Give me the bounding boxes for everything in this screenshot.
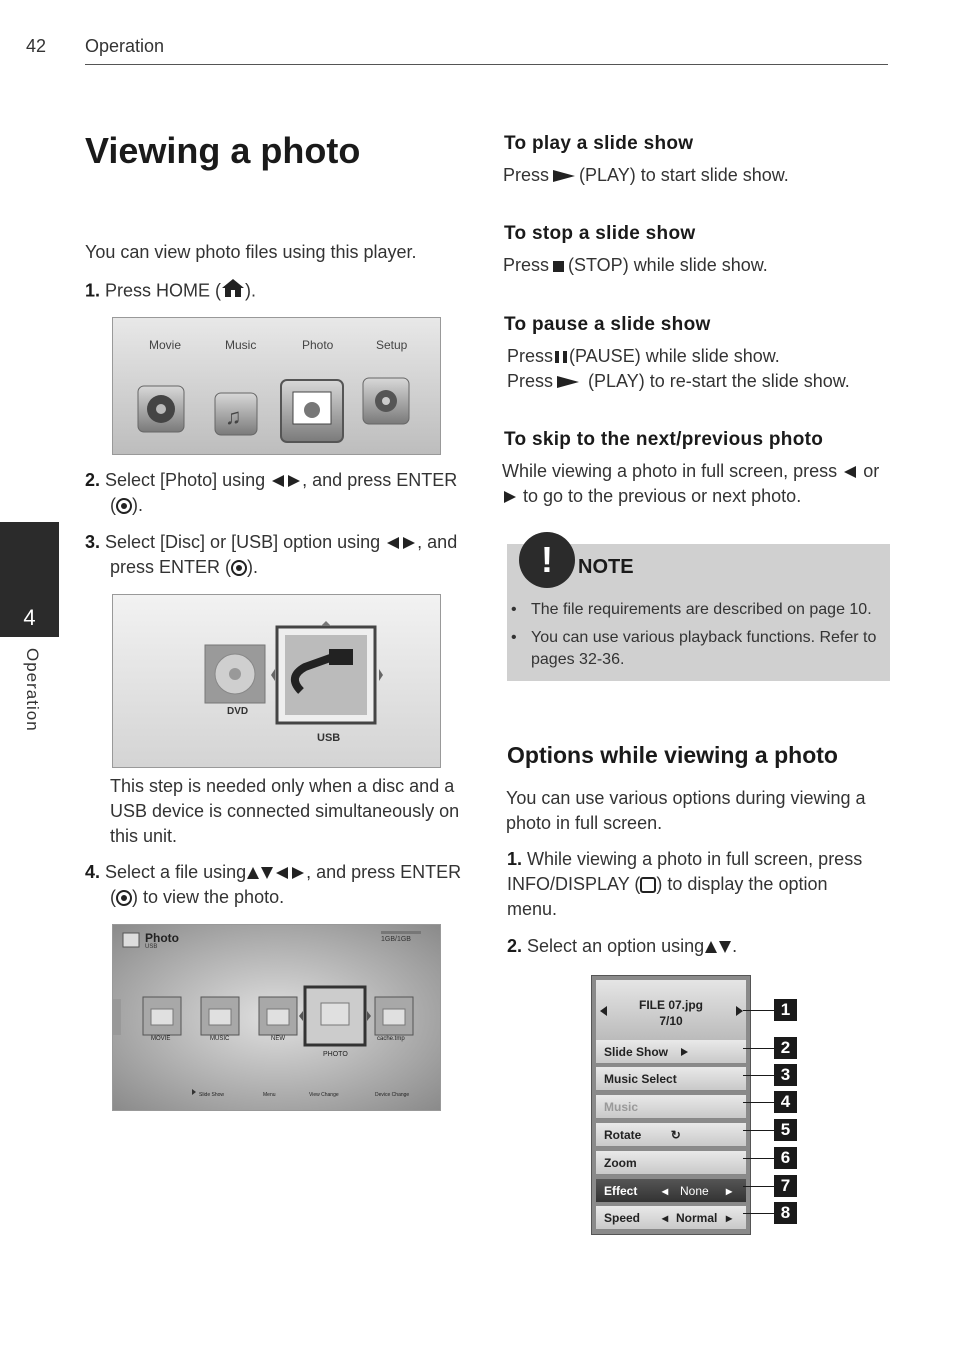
callout-line — [743, 1010, 774, 1011]
photo-browser-screenshot — [112, 924, 441, 1111]
skip-heading: To skip to the next/previous photo — [504, 429, 824, 450]
option-effect[interactable] — [596, 1179, 746, 1203]
pause-text-d: (PLAY) to re-start the slide show. — [588, 371, 850, 391]
step-4-text-c: ( — [110, 887, 116, 907]
option-speed[interactable] — [596, 1206, 746, 1230]
step-3-text-c: press ENTER ( — [110, 557, 232, 577]
step-3-text-a: Select [Disc] or [USB] option using — [105, 532, 381, 552]
skip-text — [502, 459, 892, 509]
option-slide-show[interactable] — [596, 1040, 746, 1064]
option-label: Slide Show — [604, 1045, 669, 1059]
note-label: NOTE — [578, 556, 634, 578]
photo-browser-capacity: 1GB/1GB — [381, 936, 411, 943]
options-step-2 — [507, 934, 737, 959]
chapter-label: Operation — [23, 648, 42, 732]
left-right-arrows-icon — [270, 470, 302, 490]
step-3-text-b: , and — [417, 532, 458, 552]
left-arrow-icon — [844, 466, 856, 478]
step-3-note: This step is needed only when a disc and a USB device is connected simultaneously on this unit. — [110, 776, 460, 846]
next-file-icon — [736, 1006, 743, 1016]
step-1 — [85, 278, 256, 305]
step-4-text-a: Select a file using — [105, 862, 247, 882]
callout-line — [743, 1048, 774, 1049]
right-arrow-icon: ▸ — [726, 1211, 733, 1225]
footer-slide-show: Slide Show — [199, 1092, 225, 1098]
option-music[interactable] — [596, 1095, 746, 1119]
option-zoom[interactable] — [596, 1151, 746, 1175]
exclamation-icon: ! — [519, 532, 575, 588]
header-rule — [85, 64, 888, 65]
chapter-tab — [0, 522, 59, 637]
speed-value: Normal — [676, 1211, 718, 1225]
intro-text: You can view photo files using this player. — [85, 242, 417, 262]
folder-movie-label: MOVIE — [151, 1036, 171, 1042]
step-3-number: 3. — [85, 532, 101, 552]
stop-text-b: (STOP) while slide show. — [568, 255, 768, 275]
stop-icon — [553, 261, 564, 272]
options-step-1-text-b: ) to display the option menu. — [507, 874, 828, 919]
home-menu-item-photo: Photo — [302, 338, 334, 352]
step-3-text-d: ). — [247, 557, 259, 577]
play-icon — [681, 1048, 688, 1056]
step-2-text-d: ). — [132, 495, 143, 515]
play-heading: To play a slide show — [504, 133, 694, 154]
enter-icon — [231, 560, 247, 576]
step-2-number: 2. — [85, 470, 101, 490]
play-text — [503, 163, 789, 188]
options-step-2-text-b: . — [732, 936, 738, 956]
options-step-2-number: 2. — [507, 936, 523, 956]
footer-device-change: Device Change — [375, 1092, 410, 1098]
option-label: Music Select — [604, 1072, 677, 1086]
folder-photo-label: PHOTO — [323, 1051, 348, 1058]
page-title: Viewing a photo — [85, 130, 361, 171]
four-way-arrows-icon — [246, 862, 306, 882]
options-step-1-text-a: While viewing a photo in full screen, press INFO/DISPLAY ( — [507, 849, 863, 894]
home-icon — [221, 278, 245, 305]
note-item: • The file requirements are described on page 10. — [507, 599, 882, 621]
stop-text-a: Press — [503, 255, 550, 275]
left-arrow-icon: ◂ — [662, 1184, 669, 1198]
option-rotate[interactable] — [596, 1123, 746, 1147]
options-intro: You can use various options during viewing a photo in full screen. — [506, 788, 866, 833]
callout-line — [743, 1213, 774, 1214]
option-music-select[interactable] — [596, 1067, 746, 1091]
step-4-number: 4. — [85, 862, 101, 882]
home-menu-screenshot — [112, 317, 441, 455]
enter-icon — [116, 498, 132, 514]
option-menu-file: FILE 07.jpg — [638, 998, 703, 1012]
option-label: Rotate — [604, 1128, 642, 1142]
pause-heading: To pause a slide show — [504, 314, 711, 335]
step-2-text-c: ( — [110, 495, 116, 515]
step-4 — [85, 860, 475, 910]
play-icon — [553, 170, 575, 182]
callout-3: 3 — [774, 1064, 797, 1086]
callout-line — [743, 1102, 774, 1103]
section-title: Operation — [85, 36, 165, 56]
skip-text-b: or — [863, 461, 880, 481]
callout-8: 8 — [774, 1202, 797, 1224]
right-arrow-icon — [504, 491, 516, 503]
callout-line — [743, 1186, 774, 1187]
skip-text-c: to go to the previous or next photo. — [523, 486, 802, 506]
chapter-number: 4 — [23, 605, 36, 630]
callout-line — [743, 1158, 774, 1159]
option-label: Speed — [604, 1211, 641, 1225]
option-menu-header — [596, 980, 746, 1040]
step-2-text-a: Select [Photo] using — [105, 470, 266, 490]
pause-text-a: Press — [507, 346, 554, 366]
skip-text-a: While viewing a photo in full screen, press — [502, 461, 838, 481]
step-1-number: 1. — [85, 280, 101, 301]
play-icon — [557, 376, 579, 388]
left-arrow-icon: ◂ — [662, 1211, 669, 1225]
note-list — [507, 599, 882, 677]
option-menu-screenshot — [591, 975, 751, 1235]
callout-1: 1 — [774, 999, 797, 1021]
pause-text-c: Press — [507, 371, 554, 391]
folder-new-label: NEW — [271, 1036, 285, 1042]
option-label: Zoom — [604, 1156, 637, 1170]
callout-line — [743, 1130, 774, 1131]
options-step-1-number: 1. — [507, 849, 523, 869]
pause-icon — [555, 351, 567, 363]
right-arrow-icon: ▸ — [726, 1184, 733, 1198]
rotate-icon: ↻ — [670, 1128, 681, 1142]
play-text-a: Press — [503, 165, 550, 185]
home-menu-item-movie: Movie — [149, 338, 182, 352]
folder-music-label: MUSIC — [210, 1036, 230, 1042]
up-down-arrows-icon — [704, 936, 732, 956]
pause-text — [507, 344, 850, 394]
photo-browser-subtitle: USB — [145, 944, 158, 950]
step-3 — [85, 530, 475, 580]
device-menu-screenshot — [112, 594, 441, 768]
home-menu-item-setup: Setup — [376, 338, 408, 352]
footer-view-change: View Change — [309, 1092, 339, 1098]
note-item: • You can use various playback functions. Refer to pages 32-36. — [507, 627, 882, 671]
device-usb-label: USB — [317, 732, 341, 744]
callout-4: 4 — [774, 1091, 797, 1113]
option-menu-count: 7/10 — [659, 1014, 683, 1028]
enter-icon — [116, 890, 132, 906]
photo-browser-title: Photo — [145, 931, 179, 945]
step-4-text-d: ) to view the photo. — [132, 887, 285, 907]
options-step-2-text-a: Select an option using — [527, 936, 705, 956]
callout-7: 7 — [774, 1175, 797, 1197]
svg-text:♫: ♫ — [225, 404, 242, 429]
pause-text-b: (PAUSE) while slide show. — [569, 346, 780, 366]
left-right-arrows-icon — [385, 532, 417, 552]
option-label: Music — [604, 1100, 639, 1114]
callout-5: 5 — [774, 1119, 797, 1141]
stop-text — [503, 253, 768, 278]
page-number: 42 — [26, 36, 47, 56]
callout-line — [743, 1075, 774, 1076]
footer-menu: Menu — [263, 1092, 276, 1098]
callout-6: 6 — [774, 1147, 797, 1169]
stop-heading: To stop a slide show — [504, 223, 696, 244]
options-step-1 — [507, 847, 877, 922]
home-menu-item-music: Music — [225, 338, 257, 352]
effect-value: None — [680, 1184, 709, 1198]
callout-2: 2 — [774, 1037, 797, 1059]
step-4-text-b: , and press ENTER — [306, 862, 462, 882]
step-1-text-a: Press HOME ( — [105, 280, 222, 301]
step-2 — [85, 468, 465, 518]
folder-cache-label: cache.tmp — [377, 1036, 405, 1042]
option-label: Effect — [604, 1184, 638, 1198]
info-display-icon — [640, 877, 656, 893]
device-dvd-label: DVD — [227, 706, 249, 717]
step-2-text-b: , and press ENTER — [302, 470, 458, 490]
step-1-text-b: ). — [245, 280, 257, 301]
play-text-b: (PLAY) to start slide show. — [579, 165, 789, 185]
options-heading: Options while viewing a photo — [507, 742, 838, 768]
